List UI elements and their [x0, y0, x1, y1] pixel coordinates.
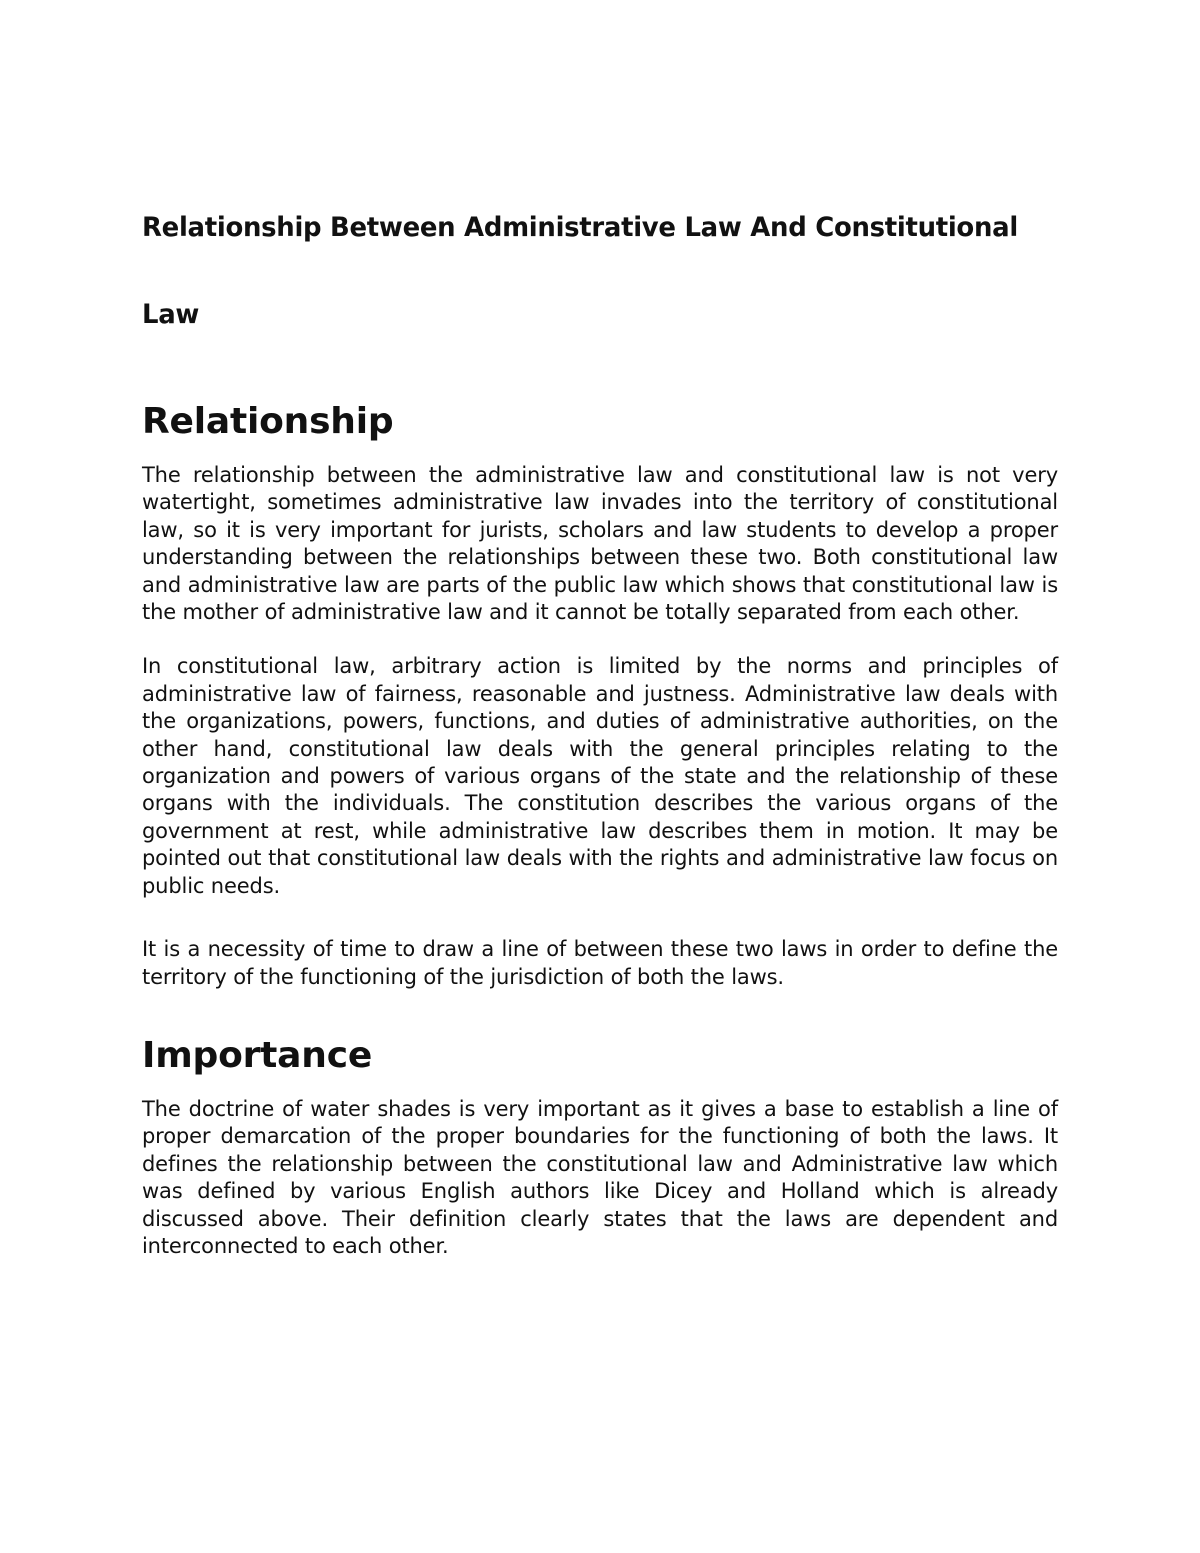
paragraph-relationship-3: It is a necessity of time to draw a line of between these two laws in order to define the territory of the functioning of the jurisdiction of both the laws. [142, 937, 1058, 989]
paragraph-relationship-1: The relationship between the administrative law and constitutional law is not very watertight, sometimes administrative law invades into the territory of constitutional law, so it is very important for jurists, scholars and law students to develop a proper understanding between the relationships between these two. Both constitutional law and administrative law are parts of the public law which shows that constitutional law is the mother of administrative law and it cannot be totally separated from each other. [142, 463, 1058, 625]
paragraph-importance-1: The doctrine of water shades is very important as it gives a base to establish a line of proper demarcation of the proper boundaries for the functioning of both the laws. It defines the relationship between the constitutional law and Administrative law which was defined by various English authors like Dicey and Holland which is already discussed above. Their definition clearly states that the laws are dependent and interconnected to each other. [142, 1096, 1058, 1258]
document-title: Relationship Between Administrative Law And Constitutional Law [142, 212, 1018, 330]
document-body [142, 184, 1058, 1260]
section-importance [142, 1035, 1058, 1260]
section-heading-importance: Importance [142, 1034, 373, 1076]
paragraph-relationship-2: In constitutional law, arbitrary action is limited by the norms and principles of administrative law of fairness, reasonable and justness. Administrative law deals with the organizations, powers, functions, and duties of administrative authorities, on the other hand, constitutional law deals with the general principles relating to the organization and powers of various organs of the state and the relationship of these organs with the individuals. The constitution describes the various organs of the government at rest, while administrative law describes them in motion. It may be pointed out that constitutional law deals with the rights and administrative law focus on public needs. [142, 654, 1058, 898]
section-heading-relationship: Relationship [142, 401, 394, 442]
section-relationship [142, 401, 1058, 991]
